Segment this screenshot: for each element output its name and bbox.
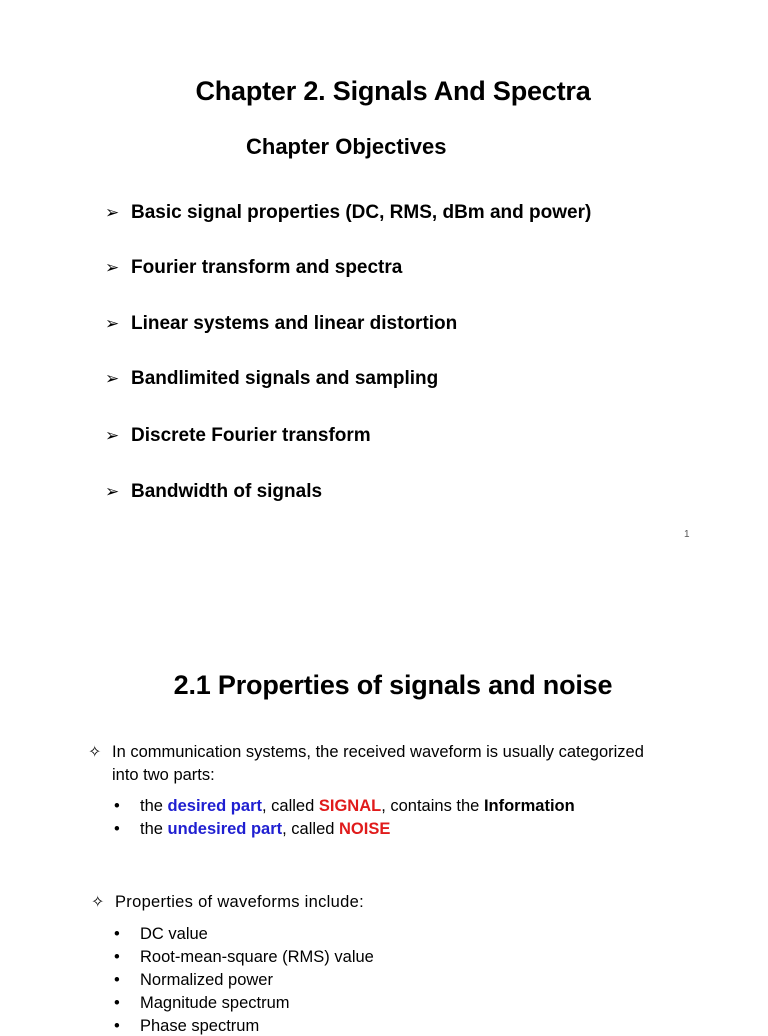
intro-line-1: In communication systems, the received waveform is usually categorized bbox=[112, 743, 644, 761]
slide1-subtitle: Chapter Objectives bbox=[246, 134, 447, 159]
list-item bbox=[114, 994, 290, 1013]
list-item bbox=[114, 797, 575, 816]
signal-label: SIGNAL bbox=[318, 797, 382, 815]
bullet-dot-icon: • bbox=[114, 797, 120, 815]
bullet-dot-icon: • bbox=[114, 1017, 120, 1035]
objective-text: Basic signal properties (DC, RMS, dBm and power) bbox=[131, 202, 592, 223]
objective-item bbox=[105, 425, 371, 447]
arrowhead-bullet-icon: ➢ bbox=[105, 314, 120, 333]
list-item bbox=[114, 925, 208, 944]
page-number: 1 bbox=[684, 529, 690, 540]
part-prefix: the bbox=[140, 820, 168, 838]
objective-text: Bandlimited signals and sampling bbox=[131, 368, 439, 389]
part-suffix: , contains the bbox=[381, 797, 484, 815]
intro-paragraph bbox=[88, 741, 644, 787]
property-text: DC value bbox=[140, 925, 208, 943]
property-text: Normalized power bbox=[140, 971, 273, 989]
undesired-part-highlight: undesired part bbox=[167, 820, 283, 838]
properties-intro-text: Properties of waveforms include: bbox=[115, 893, 364, 911]
bullet-dot-icon: • bbox=[114, 948, 120, 966]
property-text: Phase spectrum bbox=[140, 1017, 260, 1035]
slide1-title: Chapter 2. Signals And Spectra bbox=[195, 76, 591, 106]
information-label: Information bbox=[483, 797, 575, 815]
objective-text: Discrete Fourier transform bbox=[131, 425, 371, 446]
objective-item bbox=[105, 257, 402, 279]
properties-intro bbox=[91, 891, 364, 914]
property-text: Root-mean-square (RMS) value bbox=[140, 948, 374, 966]
objective-item bbox=[105, 481, 322, 503]
list-item bbox=[114, 820, 390, 839]
arrowhead-bullet-icon: ➢ bbox=[105, 369, 120, 388]
bullet-dot-icon: • bbox=[114, 820, 120, 838]
star-bullet-icon: ✧ bbox=[88, 744, 102, 761]
intro-line-2: into two parts: bbox=[112, 766, 215, 784]
list-item bbox=[114, 971, 273, 990]
star-bullet-icon: ✧ bbox=[91, 894, 105, 911]
property-text: Magnitude spectrum bbox=[140, 994, 290, 1012]
noise-label: NOISE bbox=[339, 820, 391, 838]
arrowhead-bullet-icon: ➢ bbox=[105, 203, 120, 222]
list-item bbox=[114, 948, 374, 967]
objective-item bbox=[105, 202, 591, 224]
arrowhead-bullet-icon: ➢ bbox=[105, 258, 120, 277]
desired-part-highlight: desired part bbox=[167, 797, 262, 815]
arrowhead-bullet-icon: ➢ bbox=[105, 482, 120, 501]
bullet-dot-icon: • bbox=[114, 994, 120, 1012]
part-middle: , called bbox=[261, 797, 319, 815]
objective-item bbox=[105, 313, 457, 335]
list-item bbox=[114, 1017, 259, 1036]
part-prefix: the bbox=[140, 797, 168, 815]
bullet-dot-icon: • bbox=[114, 971, 120, 989]
objective-text: Bandwidth of signals bbox=[131, 481, 323, 502]
objective-item bbox=[105, 368, 438, 390]
part-middle: , called bbox=[282, 820, 340, 838]
slide2-title: 2.1 Properties of signals and noise bbox=[173, 670, 613, 700]
bullet-dot-icon: • bbox=[114, 925, 120, 943]
objective-text: Linear systems and linear distortion bbox=[131, 313, 458, 334]
objective-text: Fourier transform and spectra bbox=[131, 257, 403, 278]
arrowhead-bullet-icon: ➢ bbox=[105, 426, 120, 445]
